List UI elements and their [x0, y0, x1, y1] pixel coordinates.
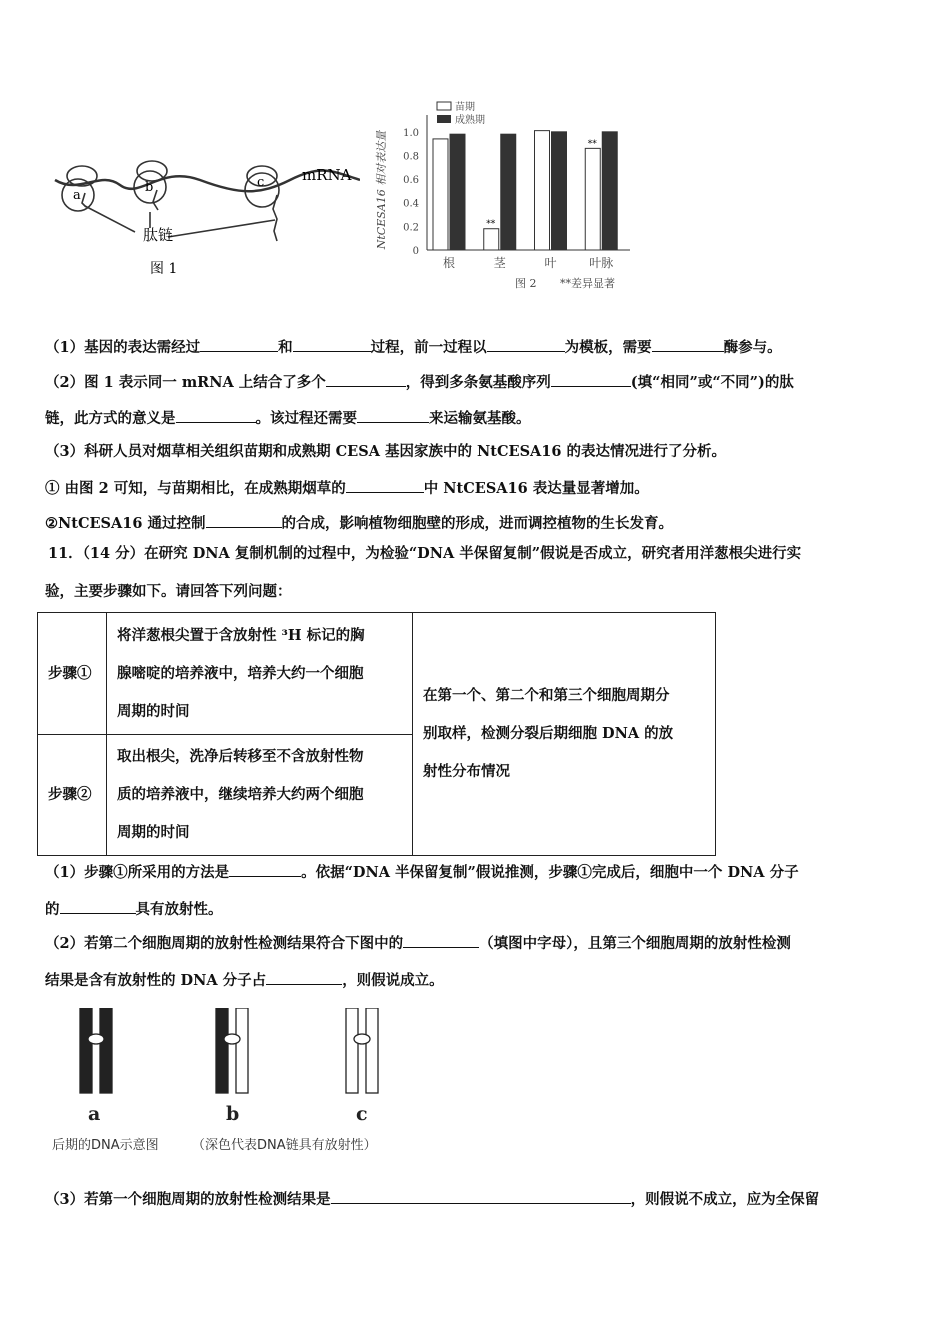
- step1-text: 将洋葱根尖置于含放射性 ³H 标记的胸 腺嘧啶的培养液中，培养大约一个细胞 周期的时间: [107, 613, 413, 735]
- figure-1-ribosomes: [40, 100, 360, 300]
- bar-seedling: [535, 131, 550, 250]
- q10-line-6: ②NtCESA16 通过控制 的合成，影响植物细胞壁的形成，进而调控植物的生长发育。: [45, 512, 673, 534]
- q10-line-3: 链，此方式的意义是 。该过程还需要 来运输氨基酸。: [45, 407, 531, 429]
- legend-label-seedling: 苗期: [455, 102, 475, 113]
- y-tick-label: 0: [412, 246, 419, 257]
- q11-line-2: 验，主要步骤如下。请回答下列问题：: [45, 583, 292, 600]
- x-tick-label: 叶: [544, 256, 557, 270]
- y-tick-label: 0.8: [403, 151, 419, 163]
- steps-table: [37, 612, 716, 856]
- bar-seedling: [484, 229, 499, 250]
- q10-line-2: （2）图 1 表示同一 mRNA 上结合了多个 ，得到多条氨基酸序列 (填“相同”或“不同”)的肽: [45, 371, 794, 393]
- bar-mature: [552, 132, 567, 250]
- chart-title: 图 2: [515, 277, 537, 290]
- bar-seedling: [585, 148, 600, 250]
- figure-1-caption: 图 1: [150, 261, 178, 277]
- step2-label: 步骤②: [38, 735, 107, 856]
- significance-mark: **: [486, 219, 496, 230]
- y-tick-label: 0.2: [403, 222, 419, 234]
- x-tick-label: 根: [442, 256, 456, 270]
- dna-diagram: [70, 1008, 430, 1108]
- dna-label-b: b: [226, 1103, 240, 1125]
- bar-mature: [602, 132, 617, 250]
- dna-caption-1: 后期的DNA示意图: [52, 1138, 159, 1153]
- figure-2-bar-chart: [365, 95, 645, 295]
- dna-label-a: a: [88, 1103, 101, 1125]
- y-tick-label: 0.4: [403, 198, 419, 210]
- q10-line-5: ① 由图 2 可知，与苗期相比，在成熟期烟草的 中 NtCESA16 表达量显著增加。: [45, 477, 649, 499]
- step1-label: 步骤①: [38, 613, 107, 735]
- significance-mark: **: [587, 139, 597, 150]
- ribosome-label-b: b: [145, 180, 154, 195]
- x-tick-label: 叶脉: [589, 256, 614, 270]
- q11-answer-1: （1）步骤①所采用的方法是 。依据“DNA 半保留复制”假说推测，步骤①完成后，细胞中一个 DNA 分子: [45, 861, 799, 883]
- y-tick-label: 0.6: [403, 175, 419, 187]
- step2-text: 取出根尖，洗净后转移至不含放射性物 质的培养液中，继续培养大约两个细胞 周期的时间: [107, 735, 413, 856]
- dna-label-c: c: [356, 1103, 368, 1125]
- q10-line-1: （1）基因的表达需经过 和 过程，前一过程以 为模板，需要 酶参与。: [45, 336, 782, 358]
- legend-swatch-mature: [437, 115, 451, 123]
- y-axis-label: NtCESA16 相对表达量: [375, 130, 388, 250]
- bar-seedling: [433, 139, 448, 250]
- q11-answer-2: 的 具有放射性。: [45, 898, 223, 920]
- mrna-label: mRNA: [302, 166, 352, 184]
- ribosome-label-a: a: [73, 188, 81, 203]
- q11-line-1: 11．（14 分）在研究 DNA 复制机制的过程中，为检验“DNA 半保留复制”假说是否成立，研究者用洋葱根尖进行实: [48, 545, 802, 562]
- y-tick-label: 1.0: [403, 127, 419, 139]
- q11-answer-5: （3）若第一个细胞周期的放射性检测结果是 ，则假说不成立，应为全保留: [45, 1188, 819, 1210]
- q11-answer-4: 结果是含有放射性的 DNA 分子占 ，则假说成立。: [45, 969, 444, 991]
- dna-caption-2: （深色代表DNA链具有放射性）: [192, 1138, 377, 1153]
- chart-note: **差异显著: [560, 277, 615, 290]
- q11-answer-3: （2）若第二个细胞周期的放射性检测结果符合下图中的 （填图中字母），且第三个细胞周期的放射性检测: [45, 932, 791, 954]
- ribosome-label-c: c: [257, 175, 265, 190]
- bar-mature: [450, 134, 465, 250]
- legend-swatch-seedling: [437, 102, 451, 110]
- x-tick-label: 茎: [493, 256, 506, 270]
- q10-line-4: （3）科研人员对烟草相关组织苗期和成熟期 CESA 基因家族中的 NtCESA16 的表达情况进行了分析。: [45, 443, 727, 460]
- detection-text: 在第一个、第二个和第三个细胞周期分 别取样，检测分裂后期细胞 DNA 的放 射性分布情况: [413, 613, 716, 856]
- peptide-label: 肽链: [143, 226, 174, 244]
- bar-mature: [501, 134, 516, 250]
- legend-label-mature: 成熟期: [455, 115, 485, 126]
